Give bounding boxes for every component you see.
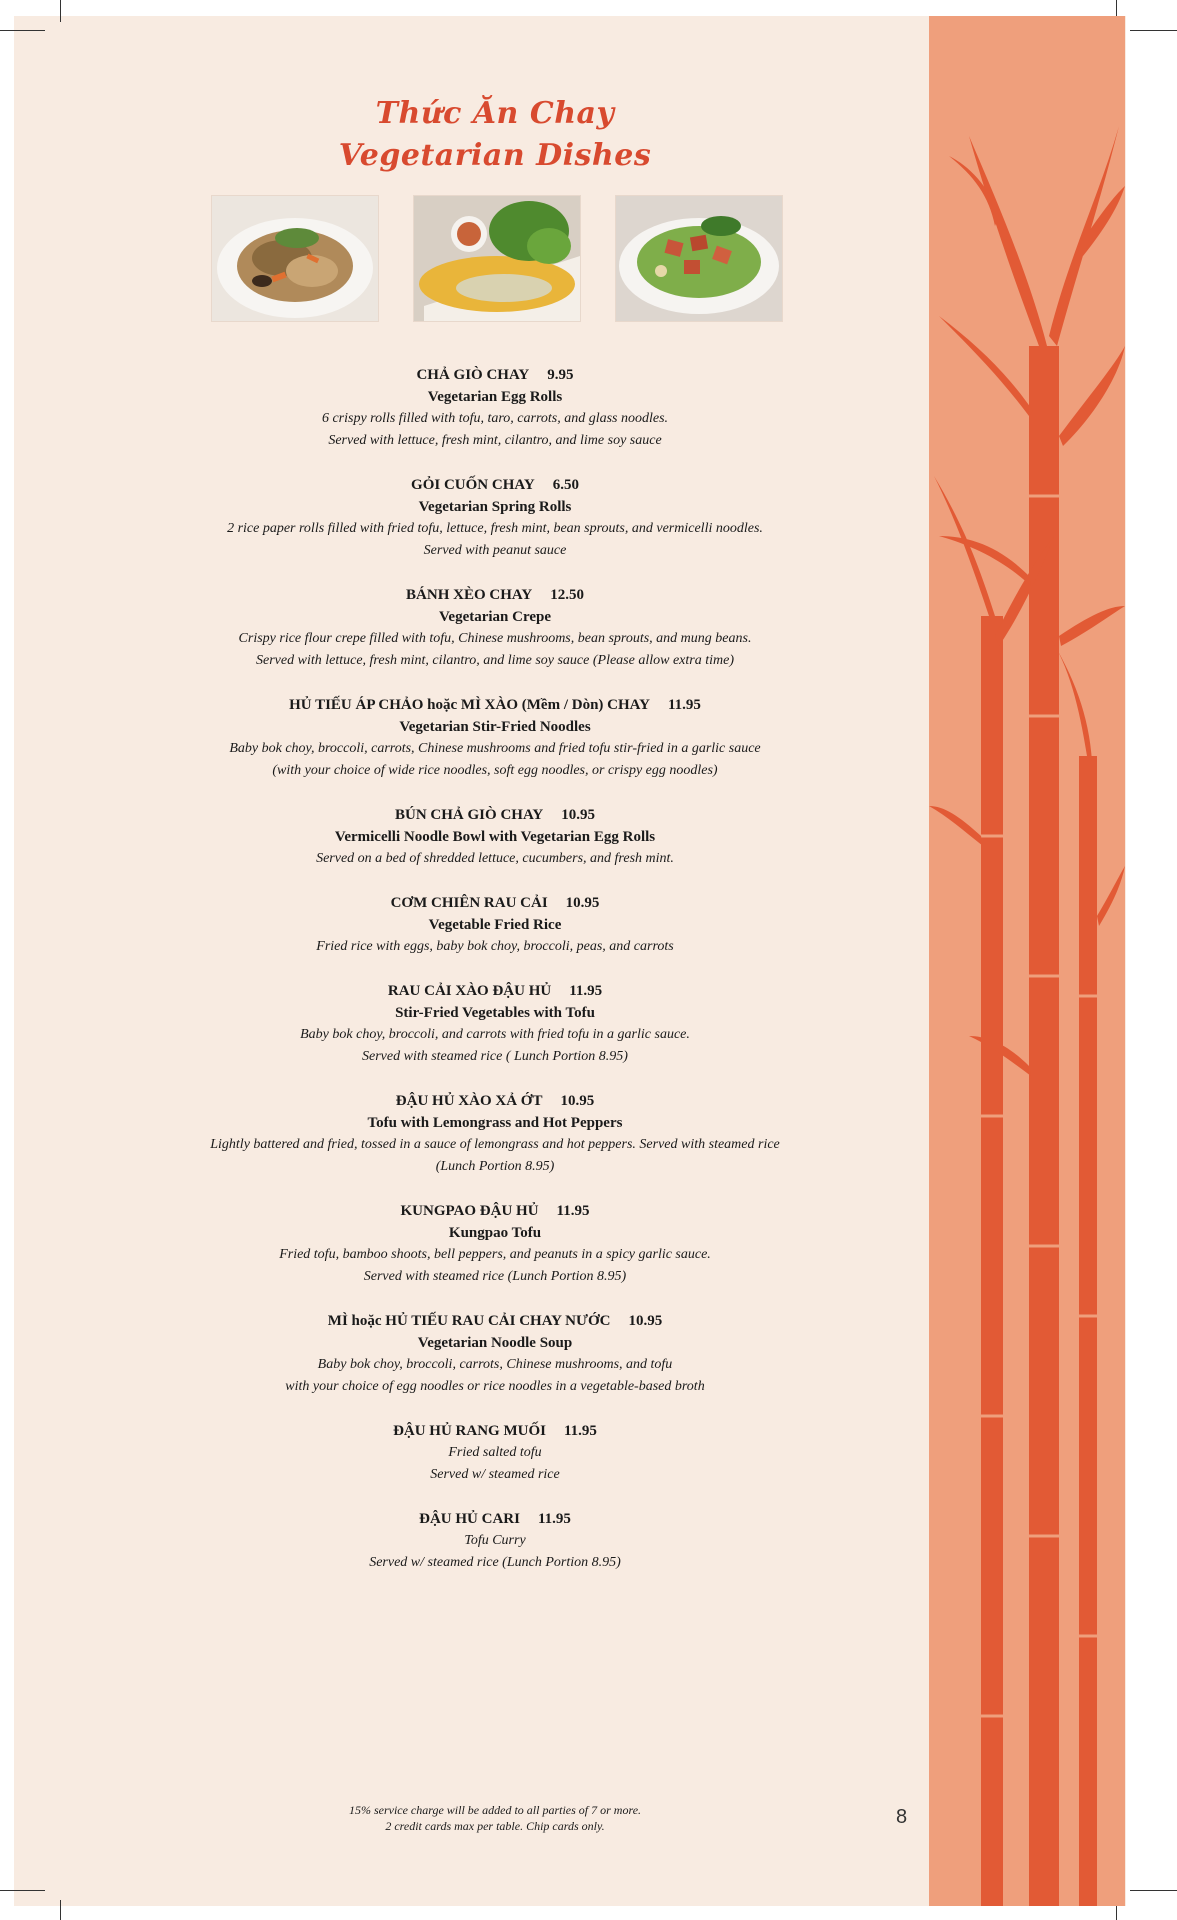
- dish-description: Served on a bed of shredded lettuce, cucumbers, and fresh mint.: [316, 851, 674, 866]
- dish-description: Served with peanut sauce: [423, 543, 567, 558]
- menu-item-heading: [160, 694, 830, 716]
- dish-name: CƠM CHIÊN RAU CẢI: [390, 895, 548, 911]
- dish-description: Fried rice with eggs, baby bok choy, broccoli, peas, and carrots: [316, 939, 674, 954]
- dish-description: Tofu Curry: [464, 1533, 526, 1548]
- dish-price: 10.95: [628, 1313, 663, 1329]
- dish-english-name: Vegetarian Egg Rolls: [427, 389, 563, 405]
- dish-description: 2 rice paper rolls filled with fried tofu, lettuce, fresh mint, bean sprouts, and vermicelli noodles.: [227, 521, 763, 536]
- dish-name: KUNGPAO ĐẬU HỦ: [400, 1203, 539, 1219]
- menu-item-heading: [160, 804, 830, 826]
- dish-price: 12.50: [550, 587, 584, 603]
- menu-item: [160, 892, 830, 958]
- menu-item: [160, 474, 830, 562]
- dish-description: Served w/ steamed rice (Lunch Portion 8.95): [369, 1555, 621, 1570]
- dish-english-name: Vegetarian Crepe: [438, 609, 552, 625]
- dish-english-name: Vegetable Fried Rice: [428, 917, 562, 933]
- crop-mark: [60, 1900, 61, 1920]
- menu-item-heading: [160, 1090, 830, 1112]
- dish-english-name: Vegetarian Noodle Soup: [417, 1335, 573, 1351]
- dish-name: ĐẬU HỦ CARI: [419, 1511, 520, 1527]
- service-notice: [280, 1802, 710, 1834]
- dish-name: MÌ hoặc HỦ TIẾU RAU CẢI CHAY NƯỚC: [327, 1313, 611, 1329]
- menu-item: [160, 1508, 830, 1574]
- dish-price: 11.95: [556, 1203, 590, 1219]
- stir-fried-noodles-photo: [211, 195, 379, 322]
- dish-price: 11.95: [563, 1423, 597, 1439]
- menu-item: [160, 364, 830, 452]
- menu-item-heading: [160, 474, 830, 496]
- crop-mark: [1130, 1890, 1177, 1891]
- dish-name: CHẢ GIÒ CHAY: [416, 367, 530, 383]
- dish-description: Served with lettuce, fresh mint, cilantro, and lime soy sauce: [328, 433, 662, 448]
- credit-card-note: 2 credit cards max per table. Chip cards only.: [385, 1819, 605, 1833]
- menu-item: [160, 980, 830, 1068]
- dish-english-name: Tofu with Lemongrass and Hot Peppers: [367, 1115, 623, 1131]
- dish-description: Baby bok choy, broccoli, carrots, Chinese mushrooms and fried tofu stir-fried in a garlic sauce: [229, 741, 761, 756]
- dish-description: Served with steamed rice (Lunch Portion 8.95): [363, 1269, 627, 1284]
- dish-name: BÚN CHẢ GIÒ CHAY: [395, 807, 544, 823]
- menu-item-heading: [160, 1310, 830, 1332]
- menu-item-heading: [160, 980, 830, 1002]
- crop-mark: [1130, 30, 1177, 31]
- crepe-photo: [413, 195, 581, 322]
- dish-description: Baby bok choy, broccoli, carrots, Chinese mushrooms, and tofu: [317, 1357, 673, 1372]
- dish-price: 11.95: [569, 983, 603, 999]
- dish-price: 11.95: [537, 1511, 571, 1527]
- menu-item: [160, 1310, 830, 1398]
- dish-description: Served with steamed rice ( Lunch Portion 8.95): [362, 1049, 628, 1064]
- dish-name: ĐẬU HỦ XÀO XẢ ỚT: [395, 1093, 543, 1109]
- bamboo-illustration: [929, 16, 1125, 1906]
- dish-name: HỦ TIẾU ÁP CHẢO hoặc MÌ XÀO (Mềm / Dòn) CHAY: [289, 697, 650, 713]
- dish-price: 6.50: [552, 477, 579, 493]
- crop-mark: [0, 1890, 45, 1891]
- dish-price: 10.95: [560, 1093, 595, 1109]
- crop-mark: [0, 30, 45, 31]
- tofu-salad-photo: [615, 195, 783, 322]
- dish-english-name: Vegetarian Spring Rolls: [418, 499, 572, 515]
- menu-item-heading: [160, 1508, 830, 1530]
- dish-name: BÁNH XÈO CHAY: [406, 587, 533, 603]
- menu-item: [160, 1200, 830, 1288]
- dish-name: GỎI CUỐN CHAY: [411, 477, 535, 493]
- menu-item: [160, 804, 830, 870]
- menu-item-heading: [160, 1420, 830, 1442]
- dish-english-name: Vegetarian Stir-Fried Noodles: [399, 719, 591, 735]
- menu-list: [160, 364, 830, 1596]
- dish-english-name: Kungpao Tofu: [448, 1225, 542, 1241]
- service-charge-note: 15% service charge will be added to all parties of 7 or more.: [348, 1803, 642, 1817]
- dish-description: Crispy rice flour crepe filled with tofu, Chinese mushrooms, bean sprouts, and mung beans.: [238, 631, 752, 646]
- dish-price: 11.95: [667, 697, 701, 713]
- dish-description: Served with lettuce, fresh mint, cilantro, and lime soy sauce (Please allow extra time): [256, 653, 734, 668]
- dish-description: with your choice of egg noodles or rice noodles in a vegetable-based broth: [285, 1379, 705, 1394]
- menu-item: [160, 584, 830, 672]
- dish-price: 10.95: [565, 895, 600, 911]
- dish-description: Served w/ steamed rice: [430, 1467, 560, 1482]
- dish-description: Lightly battered and fried, tossed in a sauce of lemongrass and hot peppers. Served with steamed rice: [210, 1137, 780, 1152]
- dish-price: 10.95: [561, 807, 595, 823]
- title-vietnamese: Thức Ăn Chay: [375, 96, 615, 131]
- menu-item-heading: [160, 584, 830, 606]
- dish-description: (Lunch Portion 8.95): [435, 1159, 555, 1174]
- dish-name: RAU CẢI XÀO ĐẬU HỦ: [387, 983, 552, 999]
- menu-item: [160, 694, 830, 782]
- dish-english-name: Stir-Fried Vegetables with Tofu: [395, 1005, 595, 1021]
- dish-price: 9.95: [547, 367, 574, 383]
- menu-item: [160, 1420, 830, 1486]
- menu-item-heading: [160, 1200, 830, 1222]
- crop-mark: [60, 0, 61, 22]
- menu-item: [160, 1090, 830, 1178]
- menu-item-heading: [160, 364, 830, 386]
- menu-item-heading: [160, 892, 830, 914]
- dish-description: (with your choice of wide rice noodles, soft egg noodles, or crispy egg noodles): [272, 763, 718, 778]
- page-number: 8: [896, 1806, 908, 1828]
- title-english: Vegetarian Dishes: [338, 138, 652, 173]
- dish-description: Fried salted tofu: [448, 1445, 542, 1460]
- dish-description: 6 crispy rolls filled with tofu, taro, carrots, and glass noodles.: [321, 411, 669, 426]
- dish-name: ĐẬU HỦ RANG MUỐI: [393, 1423, 546, 1439]
- dish-description: Baby bok choy, broccoli, and carrots with fried tofu in a garlic sauce.: [300, 1027, 690, 1042]
- dish-english-name: Vermicelli Noodle Bowl with Vegetarian Egg Rolls: [334, 829, 656, 845]
- dish-description: Fried tofu, bamboo shoots, bell peppers, and peanuts in a spicy garlic sauce.: [279, 1247, 711, 1262]
